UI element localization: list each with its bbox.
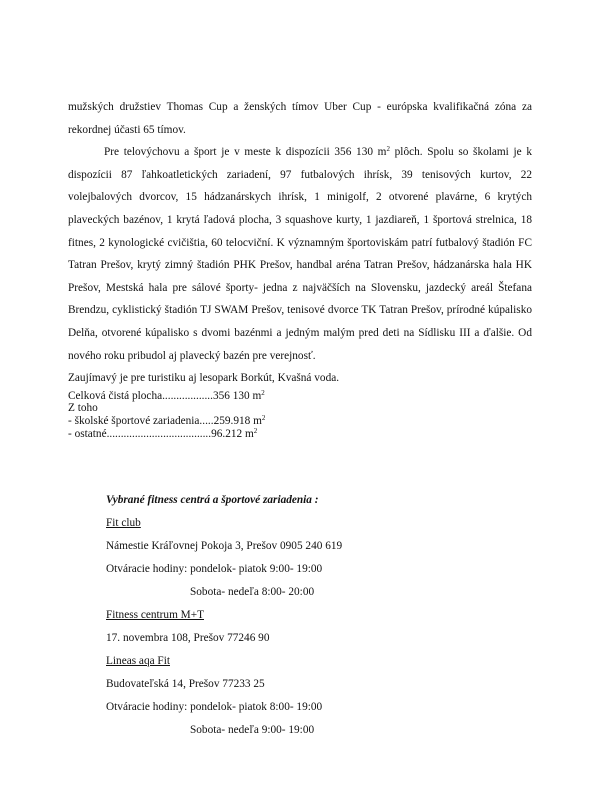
center-hours-weekday-fit-club xyxy=(106,558,526,581)
stat-total-sup: 2 xyxy=(261,388,265,397)
fitness-centers-section xyxy=(106,489,526,742)
paragraph-borkut: Zaujímavý je pre turistiku aj lesopark Borkút, Kvašná voda. xyxy=(68,372,340,385)
stat-other-value: 96.212 m xyxy=(211,427,254,440)
stat-z-toho: Z toho xyxy=(68,402,98,415)
hours-weekday-value: pondelok- piatok 8:00- 19:00 xyxy=(187,701,323,713)
center-name-lineas: Lineas aqa Fit xyxy=(106,655,170,667)
stat-other-label: - ostatné..................................... xyxy=(68,427,212,440)
superscript-two: 2 xyxy=(386,145,390,154)
paragraph-sports-facilities xyxy=(68,141,532,367)
center-name-fitness-mt: Fitness centrum M+T xyxy=(106,609,204,621)
center-address-lineas: Budovateľská 14, Prešov 77233 25 xyxy=(106,678,265,690)
center-hours-weekend-lineas: Sobota- nedeľa 9:00- 19:00 xyxy=(190,724,315,736)
center-address-fit-club: Námestie Kráľovnej Pokoja 3, Prešov 0905 240 619 xyxy=(106,540,343,552)
stat-other xyxy=(68,428,532,441)
center-name-fit-club: Fit club xyxy=(106,517,141,529)
fitness-heading: Vybrané fitness centrá a športové zariadenia : xyxy=(106,494,319,506)
stat-total-value: 356 130 m xyxy=(212,389,262,402)
stat-school-sup: 2 xyxy=(261,413,266,422)
center-hours-weekday-lineas xyxy=(106,696,526,719)
paragraph-sports-text-start: Pre telovýchovu a šport je v meste k dispozícii 356 130 m xyxy=(104,146,387,159)
center-hours-weekend-fit-club: Sobota- nedeľa 8:00- 20:00 xyxy=(190,586,315,598)
hours-weekday-value: pondelok- piatok 9:00- 19:00 xyxy=(187,563,323,575)
center-address-fitness-mt: 17. novembra 108, Prešov 77246 90 xyxy=(106,632,270,644)
stat-school-value: 259.918 m xyxy=(213,414,262,427)
hours-label: Otváracie hodiny: xyxy=(106,563,188,575)
area-statistics xyxy=(68,390,532,440)
hours-label: Otváracie hodiny: xyxy=(106,701,188,713)
main-text-block xyxy=(68,96,532,440)
paragraph-continuation: mužských družstiev Thomas Cup a ženských tímov Uber Cup - európska kvalifikačná zóna za rekordnej účasti 65 tímov. xyxy=(68,101,532,136)
stat-total-label: Celková čistá plocha.................. xyxy=(68,389,213,402)
stat-school xyxy=(68,415,532,428)
stat-school-label: - školské športové zariadenia..... xyxy=(68,414,214,427)
stat-total xyxy=(68,390,532,403)
paragraph-sports-text-end: plôch. Spolu so školami je k dispozícii 87 ľahkoatletických zariadení, 97 futbalových ihrísk, 39 tenisových kurtov, 22 volejbalových dvorcov, 15 hádzanárskych ihrísk, 1 minigolf, 2 otvorené plavárne, 6 krytých plaveckých bazénov, 1 krytá ľadová plocha, 3 squashove kurty, 1 jazdiareň, 1 športová strelnica, 18 fitnes, 2 kynologické cvičištia, 60 telocviční. K významným športoviskám patrí futbalový štadión FC Tatran Prešov, krytý zimný štadión PHK Prešov, handbal aréna Tatran Prešov, hádzanárska hala HK Prešov, Mestská hala pre sálové športy- jedna z najväčších na Slovensku, jazdecký areál Štefana Brendzu, cyklistický štadión TJ SWAM Prešov, tenisové dvorce TK Tatran Prešov, prírodné kúpalisko Delňa, otvorené kúpalisko s dvomi bazénmi a jedným malým pred deti na Sídlisku III a ďalšie. Od nového roku pribudol aj plavecký bazén pre verejnosť. xyxy=(68,146,532,362)
stat-other-sup: 2 xyxy=(253,426,258,435)
